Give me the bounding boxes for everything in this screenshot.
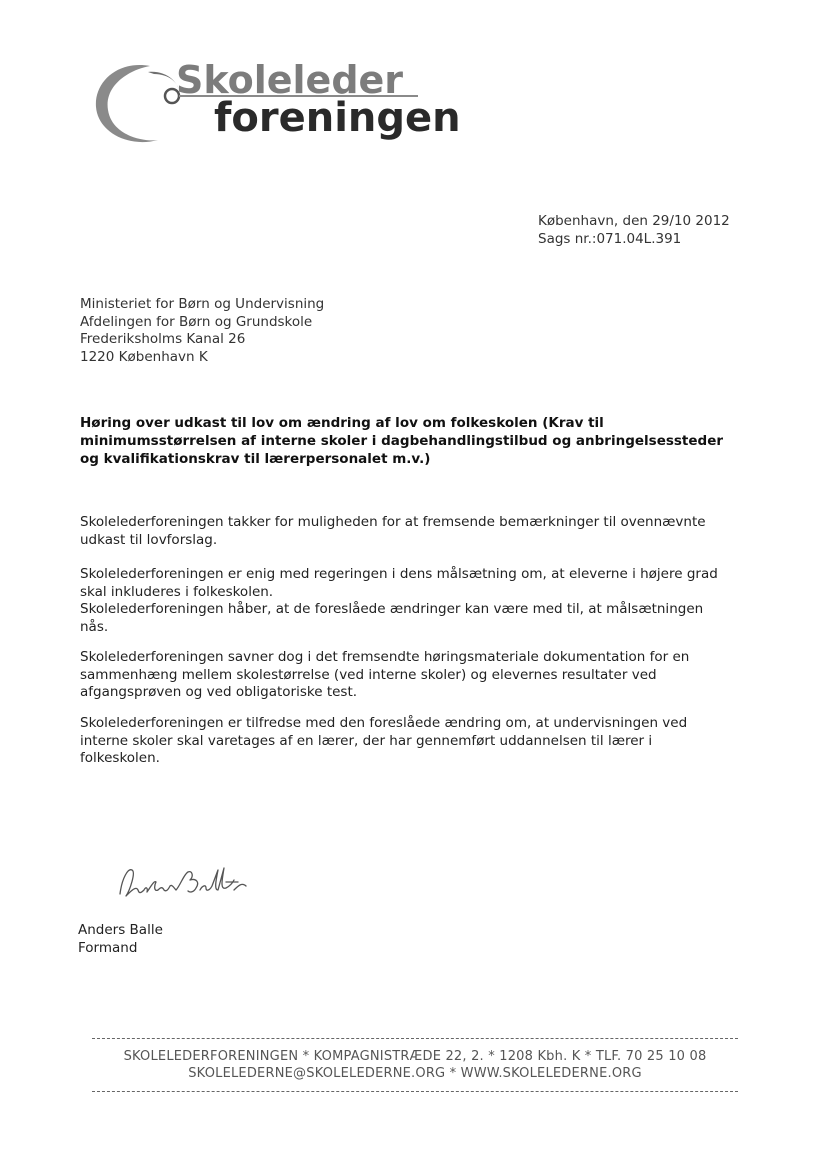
signature-icon bbox=[114, 860, 274, 908]
paragraph-line: afgangsprøven og ved obligatoriske test. bbox=[80, 684, 358, 700]
subject-line: og kvalifikationskrav til lærerpersonalet m.v.) bbox=[80, 451, 431, 467]
footer-address: SKOLELEDERFORENINGEN * KOMPAGNISTRÆDE 22, 2. * 1208 Kbh. K * TLF. 70 25 10 08 bbox=[123, 1049, 707, 1064]
footer-divider-bottom bbox=[92, 1091, 738, 1092]
footer-contact: SKOLELEDERNE@SKOLELEDERNE.ORG * WWW.SKOLELEDERNE.ORG bbox=[188, 1066, 642, 1081]
subject-line: Høring over udkast til lov om ændring af lov om folkeskolen (Krav til bbox=[80, 415, 604, 431]
paragraph-line: folkeskolen. bbox=[80, 750, 160, 766]
paragraph-line: Skolelederforeningen takker for muligheden for at fremsende bemærkninger til ovennævnte bbox=[80, 514, 706, 530]
letter-subject bbox=[80, 414, 760, 468]
body-paragraph-1 bbox=[80, 514, 752, 549]
paragraph-line: nås. bbox=[80, 618, 109, 635]
subject-line: minimumsstørrelsen af interne skoler i dagbehandlingstilbud og anbringelsessteder bbox=[80, 433, 724, 449]
paragraph-line: Skolelederforeningen er enig med regeringen i dens målsætning om, at eleverne i højere grad bbox=[80, 566, 718, 582]
footer-divider-top bbox=[92, 1038, 738, 1039]
case-number: Sags nr.:071.04L.391 bbox=[538, 231, 682, 247]
paragraph-line: skal inkluderes i folkeskolen. bbox=[80, 583, 274, 600]
address-line: Frederiksholms Kanal 26 bbox=[80, 331, 246, 347]
address-line: 1220 København K bbox=[80, 348, 208, 365]
paragraph-line: udkast til lovforslag. bbox=[80, 531, 218, 548]
logo-line2: foreningen bbox=[214, 95, 461, 141]
signer-block bbox=[78, 922, 163, 957]
handwritten-signature bbox=[114, 860, 274, 908]
paragraph-line: Skolelederforeningen håber, at de foreslåede ændringer kan være med til, at målsætningen bbox=[80, 601, 704, 617]
signer-title: Formand bbox=[78, 939, 138, 956]
logo-line1: Skoleleder bbox=[176, 58, 404, 102]
address-line: Ministeriet for Børn og Undervisning bbox=[80, 296, 325, 312]
body-paragraph-3 bbox=[80, 649, 752, 702]
letter-footer bbox=[92, 1048, 738, 1082]
paragraph-line: Skolelederforeningen savner dog i det fremsendte høringsmateriale dokumentation for en bbox=[80, 649, 690, 665]
address-line: Afdelingen for Børn og Grundskole bbox=[80, 313, 313, 330]
body-paragraph-2 bbox=[80, 566, 752, 636]
place-date: København, den 29/10 2012 bbox=[538, 213, 730, 229]
letter-meta bbox=[538, 212, 730, 248]
paragraph-line: Skolelederforeningen er tilfredse med den foreslåede ændring om, at undervisningen ved bbox=[80, 715, 688, 731]
paragraph-line: interne skoler skal varetages af en lærer, der har gennemført uddannelsen til lærer i bbox=[80, 732, 653, 749]
signer-name: Anders Balle bbox=[78, 922, 163, 938]
paragraph-line: sammenhæng mellem skolestørrelse (ved interne skoler) og elevernes resultater ved bbox=[80, 666, 657, 683]
recipient-address bbox=[80, 296, 324, 366]
body-paragraph-4 bbox=[80, 715, 752, 768]
